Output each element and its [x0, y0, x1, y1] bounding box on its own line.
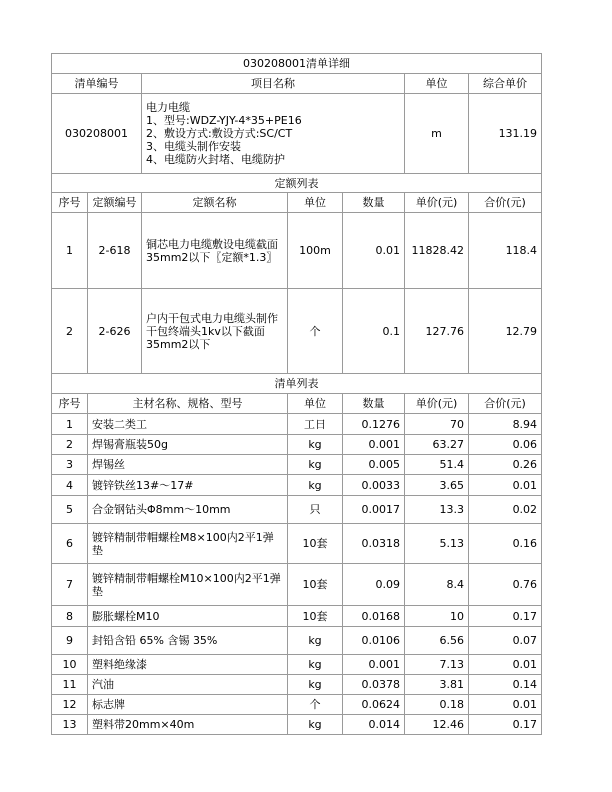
material-row	[52, 627, 542, 655]
material-unit: kg	[288, 435, 343, 455]
material-total: 0.14	[469, 675, 542, 695]
material-header-no: 序号	[52, 394, 88, 414]
material-row	[52, 695, 542, 715]
material-price: 3.65	[405, 475, 469, 496]
bill-code: 030208001	[52, 94, 142, 174]
material-name: 塑料绝缘漆	[88, 655, 288, 675]
material-qty: 0.0318	[343, 524, 405, 564]
material-qty: 0.0017	[343, 496, 405, 524]
material-total: 0.01	[469, 695, 542, 715]
material-unit: kg	[288, 455, 343, 475]
material-total: 0.26	[469, 455, 542, 475]
material-price: 51.4	[405, 455, 469, 475]
material-row	[52, 675, 542, 695]
material-price: 12.46	[405, 715, 469, 735]
material-price: 6.56	[405, 627, 469, 655]
quota-header-unit: 单位	[288, 193, 343, 213]
material-qty: 0.0378	[343, 675, 405, 695]
material-total: 0.07	[469, 627, 542, 655]
material-name: 汽油	[88, 675, 288, 695]
material-row	[52, 524, 542, 564]
quota-name: 户内干包式电力电缆头制作干包终端头1kv以下截面35mm2以下	[142, 289, 288, 374]
material-qty: 0.001	[343, 655, 405, 675]
material-no: 4	[52, 475, 88, 496]
quota-row	[52, 289, 542, 374]
material-qty: 0.0624	[343, 695, 405, 715]
material-row	[52, 715, 542, 735]
material-price: 63.27	[405, 435, 469, 455]
material-total: 0.17	[469, 606, 542, 627]
material-row	[52, 414, 542, 435]
material-unit: kg	[288, 627, 343, 655]
material-header-qty: 数量	[343, 394, 405, 414]
material-total: 0.02	[469, 496, 542, 524]
material-header-name: 主材名称、规格、型号	[88, 394, 288, 414]
material-name: 封铅含铅 65% 含锡 35%	[88, 627, 288, 655]
material-unit: kg	[288, 675, 343, 695]
material-total: 8.94	[469, 414, 542, 435]
material-total: 0.16	[469, 524, 542, 564]
material-price: 7.13	[405, 655, 469, 675]
quota-row	[52, 213, 542, 289]
material-row	[52, 496, 542, 524]
quota-total: 118.4	[469, 213, 542, 289]
material-name: 镀锌铁丝13#～17#	[88, 475, 288, 496]
material-qty: 0.005	[343, 455, 405, 475]
quota-header-qty: 数量	[343, 193, 405, 213]
material-name: 镀锌精制带帽螺栓M8×100内2平1弹垫	[88, 524, 288, 564]
material-total: 0.06	[469, 435, 542, 455]
material-unit: 10套	[288, 606, 343, 627]
material-price: 10	[405, 606, 469, 627]
material-row	[52, 564, 542, 606]
quota-header-price: 单价(元)	[405, 193, 469, 213]
item-description: 电力电缆 1、型号:WDZ-YJY-4*35+PE16 2、敷设方式:敷设方式:SC/CT 3、电缆头制作安装 4、电缆防火封堵、电缆防护	[142, 94, 405, 174]
material-price: 70	[405, 414, 469, 435]
quota-qty: 0.1	[343, 289, 405, 374]
quota-qty: 0.01	[343, 213, 405, 289]
material-unit: 个	[288, 695, 343, 715]
material-no: 1	[52, 414, 88, 435]
material-header-unit: 单位	[288, 394, 343, 414]
material-qty: 0.0033	[343, 475, 405, 496]
quota-section-title: 定额列表	[52, 174, 542, 193]
material-unit: kg	[288, 715, 343, 735]
quota-price: 11828.42	[405, 213, 469, 289]
item-price: 131.19	[469, 94, 542, 174]
quota-header-no: 序号	[52, 193, 88, 213]
quota-header-code: 定额编号	[88, 193, 142, 213]
material-total: 0.01	[469, 655, 542, 675]
quota-price: 127.76	[405, 289, 469, 374]
material-row	[52, 455, 542, 475]
quota-code: 2-626	[88, 289, 142, 374]
material-name: 安装二类工	[88, 414, 288, 435]
material-unit: 工日	[288, 414, 343, 435]
material-name: 镀锌精制带帽螺栓M10×100内2平1弹垫	[88, 564, 288, 606]
quota-total: 12.79	[469, 289, 542, 374]
material-no: 7	[52, 564, 88, 606]
material-unit: kg	[288, 475, 343, 496]
material-qty: 0.014	[343, 715, 405, 735]
material-total: 0.17	[469, 715, 542, 735]
material-qty: 0.1276	[343, 414, 405, 435]
material-unit: kg	[288, 655, 343, 675]
material-unit: 10套	[288, 524, 343, 564]
quota-unit: 100m	[288, 213, 343, 289]
header-bill-code: 清单编号	[52, 74, 142, 94]
material-price: 3.81	[405, 675, 469, 695]
material-row	[52, 435, 542, 455]
material-no: 2	[52, 435, 88, 455]
material-unit: 10套	[288, 564, 343, 606]
material-price: 13.3	[405, 496, 469, 524]
material-qty: 0.09	[343, 564, 405, 606]
header-unit: 单位	[405, 74, 469, 94]
material-no: 6	[52, 524, 88, 564]
material-qty: 0.001	[343, 435, 405, 455]
quota-code: 2-618	[88, 213, 142, 289]
item-unit: m	[405, 94, 469, 174]
material-name: 标志牌	[88, 695, 288, 715]
material-no: 5	[52, 496, 88, 524]
material-row	[52, 606, 542, 627]
material-price: 0.18	[405, 695, 469, 715]
material-qty: 0.0168	[343, 606, 405, 627]
material-name: 焊锡膏瓶装50g	[88, 435, 288, 455]
quota-unit: 个	[288, 289, 343, 374]
quota-no: 1	[52, 213, 88, 289]
material-name: 合金钢钻头Φ8mm～10mm	[88, 496, 288, 524]
header-item-name: 项目名称	[142, 74, 405, 94]
material-row	[52, 655, 542, 675]
quota-header-total: 合价(元)	[469, 193, 542, 213]
material-no: 13	[52, 715, 88, 735]
material-price: 8.4	[405, 564, 469, 606]
material-header-price: 单价(元)	[405, 394, 469, 414]
material-no: 3	[52, 455, 88, 475]
sheet-title: 030208001清单详细	[52, 54, 542, 74]
material-name: 焊锡丝	[88, 455, 288, 475]
material-row	[52, 475, 542, 496]
material-no: 11	[52, 675, 88, 695]
material-no: 9	[52, 627, 88, 655]
material-total: 0.01	[469, 475, 542, 496]
bill-detail-table	[51, 53, 542, 735]
material-total: 0.76	[469, 564, 542, 606]
material-unit: 只	[288, 496, 343, 524]
material-no: 10	[52, 655, 88, 675]
material-name: 塑料带20mm×40m	[88, 715, 288, 735]
quota-no: 2	[52, 289, 88, 374]
material-header-total: 合价(元)	[469, 394, 542, 414]
material-no: 8	[52, 606, 88, 627]
header-unit-price: 综合单价	[469, 74, 542, 94]
quota-name: 铜芯电力电缆敷设电缆截面35mm2以下〖定额*1.3〗	[142, 213, 288, 289]
material-qty: 0.0106	[343, 627, 405, 655]
quota-header-name: 定额名称	[142, 193, 288, 213]
material-name: 膨胀螺栓M10	[88, 606, 288, 627]
material-section-title: 清单列表	[52, 374, 542, 394]
material-price: 5.13	[405, 524, 469, 564]
material-no: 12	[52, 695, 88, 715]
